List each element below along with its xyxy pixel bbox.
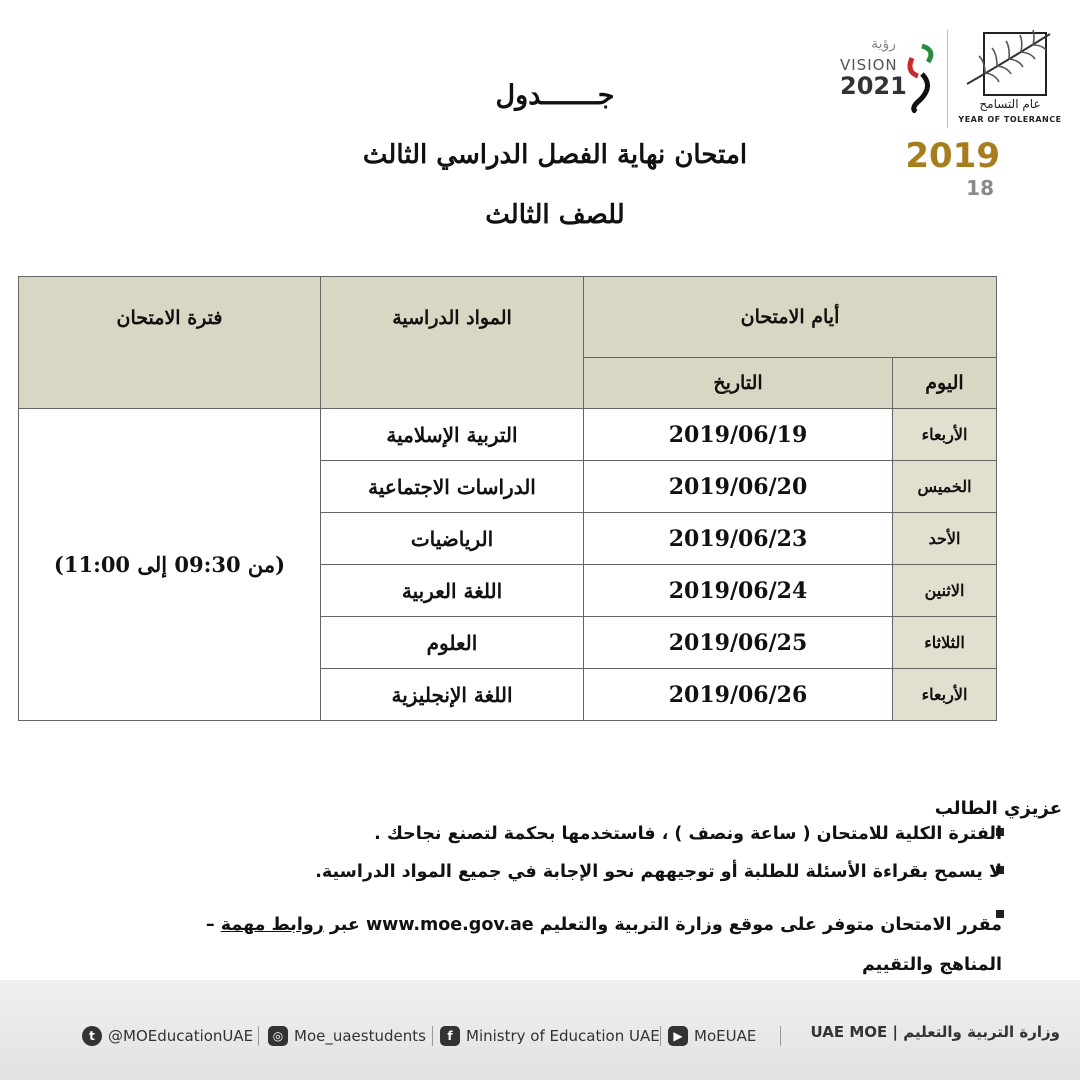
footer-youtube[interactable] (668, 1023, 756, 1049)
note-item-3-tail: – المناهج والتقييم (205, 915, 1002, 975)
day-cell: الاثنين (893, 565, 997, 617)
facebook-handle: Ministry of Education UAE (466, 1027, 660, 1045)
footer-separator (660, 1026, 661, 1046)
header-exam-days: أيام الامتحان (584, 277, 997, 358)
vision-arabic-text: رؤية (871, 36, 896, 52)
header-day: اليوم (893, 358, 997, 409)
date-cell: 2019/06/20 (584, 461, 893, 513)
subject-cell: الرياضيات (321, 513, 584, 565)
year-of-tolerance-logo (955, 22, 1065, 150)
day-cell: الأحد (893, 513, 997, 565)
year-suffix-label: 18 (966, 176, 994, 200)
instagram-handle: Moe_uaestudents (294, 1027, 426, 1045)
note-item-2: لا يسمح بقراءة الأسئلة للطلبة أو توجيههم نحو الإجابة في جميع المواد الدراسية. (315, 862, 1002, 882)
palm-leaf-icon (955, 22, 1065, 102)
subject-cell: اللغة الإنجليزية (321, 669, 584, 721)
subject-cell: اللغة العربية (321, 565, 584, 617)
table-row (19, 409, 997, 461)
facebook-icon: f (440, 1026, 460, 1046)
day-cell: الثلاثاء (893, 617, 997, 669)
day-cell: الخميس (893, 461, 997, 513)
subject-cell: العلوم (321, 617, 584, 669)
footer-separator (780, 1026, 781, 1046)
notes-heading: عزيزي الطالب (934, 798, 1062, 819)
subject-cell: الدراسات الاجتماعية (321, 461, 584, 513)
footer-twitter[interactable] (82, 1023, 253, 1049)
vision-year-text: 2021 (840, 72, 907, 100)
day-cell: الأربعاء (893, 669, 997, 721)
header-subjects: المواد الدراسية (321, 277, 584, 409)
youtube-handle: MoEUAE (694, 1027, 757, 1045)
instagram-icon: ◎ (268, 1026, 288, 1046)
footer-instagram[interactable] (268, 1023, 426, 1049)
year-label: 2019 (905, 136, 1000, 176)
exam-schedule-table (18, 276, 997, 721)
note-item-1: الفترة الكلية للامتحان ( ساعة ونصف ) ، فاستخدمها بحكمة لتصنع نجاحك . (374, 824, 1002, 844)
period-cell: (من 09:30 إلى 11:00) (19, 409, 321, 721)
day-cell: الأربعاء (893, 409, 997, 461)
date-cell: 2019/06/25 (584, 617, 893, 669)
footer-facebook[interactable] (440, 1023, 660, 1049)
date-cell: 2019/06/26 (584, 669, 893, 721)
important-links-text: روابط مهمة (220, 915, 324, 935)
grade-title: للصف الثالث (485, 200, 625, 230)
subject-cell: التربية الإسلامية (321, 409, 584, 461)
date-cell: 2019/06/24 (584, 565, 893, 617)
vision-mark-icon (902, 38, 940, 113)
footer-moe-label: وزارة التربية والتعليم | UAE MOE (810, 1023, 1060, 1041)
twitter-icon: t (82, 1026, 102, 1046)
note-item-3 (142, 905, 1002, 985)
twitter-handle: @MOEducationUAE (108, 1027, 254, 1045)
vision-2021-logo (840, 28, 940, 128)
header-date: التاريخ (584, 358, 893, 409)
exam-title: امتحان نهاية الفصل الدراسي الثالث (362, 140, 748, 170)
tolerance-english-text: YEAR OF TOLERANCE (958, 115, 1062, 124)
date-cell: 2019/06/23 (584, 513, 893, 565)
page-title: جـــــــدول (495, 80, 615, 111)
note-item-3-text: مقرر الامتحان متوفر على موقع وزارة التربية والتعليم www.moe.gov.ae عبر (329, 915, 1002, 935)
tolerance-arabic-text: عام التسامح (979, 97, 1041, 111)
logo-divider (947, 30, 948, 128)
header-period: فترة الامتحان (19, 277, 321, 409)
youtube-icon: ▶ (668, 1026, 688, 1046)
footer-separator (432, 1026, 433, 1046)
date-cell: 2019/06/19 (584, 409, 893, 461)
footer-separator (258, 1026, 259, 1046)
vision-english-text: VISION (840, 56, 898, 74)
